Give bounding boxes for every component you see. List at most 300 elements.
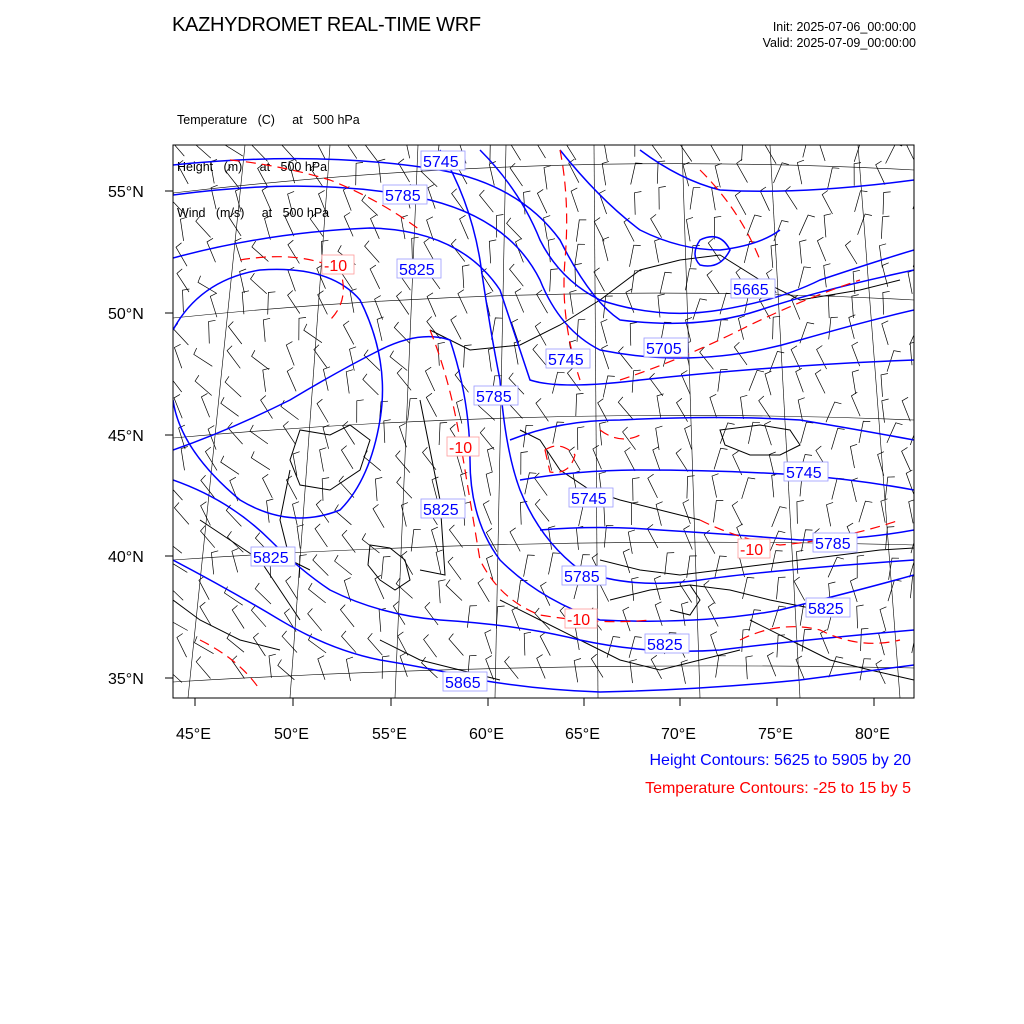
wind-barb: [285, 212, 294, 236]
wind-barb: [714, 216, 721, 239]
wind-barb: [315, 136, 325, 160]
wind-barb: [857, 555, 864, 578]
wind-barb: [382, 656, 389, 679]
wind-barb: [342, 530, 355, 553]
wind-barb: [714, 501, 724, 523]
lat-label: 35°N: [108, 671, 144, 688]
wind-barb: [205, 447, 217, 470]
wind-barb: [715, 163, 722, 187]
wind-barb: [717, 320, 728, 342]
wind-barb: [195, 375, 212, 395]
wind-barb: [181, 447, 188, 471]
height-label: 5785: [564, 569, 600, 586]
lat-label: 45°N: [108, 428, 144, 445]
wind-barb: [774, 163, 789, 183]
wind-barb: [815, 370, 825, 394]
wind-barb: [458, 290, 467, 314]
wind-barb: [507, 218, 522, 239]
wind-barb: [320, 448, 327, 472]
wind-barb: [711, 632, 718, 656]
wind-barb: [855, 191, 868, 212]
wind-barb: [574, 659, 581, 683]
wind-barb: [169, 613, 188, 630]
height-label: 5825: [399, 262, 435, 279]
wind-barb: [485, 630, 492, 654]
init-time: Init: 2025-07-06_00:00:00: [772, 20, 916, 34]
wind-barb: [288, 191, 295, 215]
wind-barb: [850, 444, 857, 468]
height-label: 5825: [647, 637, 683, 654]
lon-label: 60°E: [469, 726, 504, 743]
wind-barb: [774, 221, 789, 242]
wind-barb: [883, 192, 891, 215]
wind-barb: [594, 268, 605, 292]
temperature-label: -10: [567, 612, 591, 629]
wind-barb: [478, 579, 489, 602]
wind-barb: [487, 556, 493, 580]
lon-label: 75°E: [758, 726, 793, 743]
wind-barb: [515, 289, 524, 313]
wind-barb: [436, 550, 443, 574]
wind-barb: [631, 163, 643, 185]
wind-barb: [913, 246, 926, 267]
wind-barb: [314, 345, 327, 368]
wind-barb: [693, 299, 707, 320]
wind-barb: [649, 136, 662, 159]
wind-barb: [683, 500, 691, 524]
wind-barb: [716, 656, 726, 678]
wind-barb: [373, 504, 384, 527]
wind-barb: [460, 215, 469, 239]
height-label: 5745: [423, 154, 459, 171]
wind-barb: [209, 320, 216, 343]
wind-barb: [323, 425, 329, 449]
height-label: 5825: [423, 502, 459, 519]
wind-barb: [317, 399, 328, 422]
wind-barb: [350, 347, 357, 371]
wind-barb: [255, 583, 271, 604]
wind-barb: [232, 605, 244, 628]
wind-barb: [647, 524, 658, 548]
wind-barb: [174, 394, 182, 418]
wind-barb: [486, 472, 493, 496]
wind-barb: [467, 606, 477, 628]
wind-barb: [594, 218, 604, 242]
wind-barb: [221, 456, 239, 475]
lon-label: 45°E: [176, 726, 211, 743]
wind-barb: [288, 240, 300, 263]
wind-barb: [915, 170, 931, 190]
wind-barb: [828, 557, 844, 577]
wind-barb: [463, 265, 470, 288]
valid-time: Valid: 2025-07-09_00:00:00: [762, 36, 916, 50]
wind-barb: [340, 605, 354, 627]
wind-barb: [655, 239, 662, 263]
wind-barb: [567, 368, 580, 391]
wind-barb: [229, 213, 241, 236]
wind-barb: [364, 350, 380, 371]
wind-barb: [676, 449, 688, 472]
wind-barb: [365, 140, 378, 163]
wind-barb: [224, 138, 243, 156]
wind-barb: [602, 345, 609, 369]
wind-barb: [902, 447, 911, 471]
wind-barb: [796, 656, 805, 680]
wind-barb: [210, 160, 217, 184]
wind-barb: [168, 370, 181, 392]
wind-barb: [286, 342, 294, 366]
wind-barb: [308, 609, 322, 631]
wind-barb: [550, 269, 558, 292]
lon-label: 55°E: [372, 726, 407, 743]
wind-barb: [168, 478, 183, 500]
wind-barb: [196, 657, 210, 679]
lon-label: 80°E: [855, 726, 890, 743]
wind-barb: [765, 421, 772, 445]
wind-barb: [412, 237, 419, 260]
wind-barb: [299, 317, 306, 340]
wind-barb: [492, 318, 503, 340]
wind-barb: [439, 580, 446, 603]
wind-barb: [886, 144, 903, 164]
wind-barb: [174, 344, 181, 368]
wind-barb: [390, 351, 407, 371]
wind-barb: [777, 635, 785, 658]
wind-barb: [397, 292, 409, 315]
wind-barb: [769, 452, 776, 476]
wind-barb: [195, 636, 214, 654]
wind-barb: [235, 238, 242, 262]
wind-barb: [396, 451, 410, 473]
wind-barb: [767, 652, 775, 676]
wind-barb: [382, 557, 391, 579]
wind-barb: [824, 214, 831, 238]
wind-barb: [448, 557, 461, 580]
wind-barb: [623, 607, 630, 631]
wind-barb: [251, 273, 267, 294]
wind-barb: [777, 577, 786, 599]
wind-barb: [797, 501, 804, 524]
wind-barb: [708, 603, 718, 627]
wind-barb: [915, 660, 922, 683]
wind-barb: [232, 548, 238, 572]
wind-barb: [346, 657, 353, 681]
wind-barb: [801, 422, 814, 443]
height-label: 5865: [445, 675, 481, 692]
wind-barb: [679, 139, 692, 162]
wind-barb: [487, 448, 494, 472]
wind-barb: [657, 394, 664, 418]
wind-barb: [451, 316, 461, 340]
lon-label: 65°E: [565, 726, 600, 743]
wind-barb: [882, 321, 888, 345]
wind-barb: [449, 634, 464, 656]
wind-barb: [263, 368, 270, 392]
height-label: 5785: [385, 188, 421, 205]
wind-barb: [852, 295, 859, 318]
wind-barb: [263, 474, 273, 498]
wind-barb: [709, 138, 720, 161]
wind-barb: [770, 531, 785, 551]
wind-barb: [598, 399, 608, 423]
wind-barb: [857, 605, 864, 628]
wind-barb: [521, 452, 528, 475]
wind-barb: [363, 374, 379, 395]
wind-barb: [656, 502, 663, 526]
height-contour-legend: Height Contours: 5625 to 5905 by 20: [649, 752, 911, 769]
temperature-label: -10: [740, 542, 764, 559]
wind-barb: [525, 473, 537, 495]
wind-barb: [288, 291, 300, 314]
wind-barb: [797, 160, 804, 184]
wind-barb: [824, 264, 831, 288]
wind-barb: [799, 215, 815, 235]
wind-barb: [368, 633, 383, 655]
wind-barb: [535, 322, 546, 345]
wind-barb: [685, 269, 696, 291]
wind-barb: [651, 214, 662, 237]
height-label: 5785: [476, 389, 512, 406]
wind-barb: [737, 159, 748, 183]
wind-barb: [653, 447, 660, 471]
wind-barb: [377, 317, 384, 341]
wind-barb: [881, 216, 889, 239]
wind-barb: [379, 608, 386, 632]
wind-barb: [370, 265, 380, 289]
wind-barb: [268, 292, 276, 315]
wind-barb: [226, 167, 240, 189]
wind-barb: [772, 507, 787, 527]
wind-barb: [633, 478, 640, 501]
wind-barb: [537, 189, 547, 213]
wind-barb: [221, 397, 239, 416]
wind-barb: [533, 344, 547, 366]
height-label: 5745: [786, 465, 822, 482]
wind-barb: [771, 244, 778, 267]
wind-barb: [623, 427, 636, 450]
latitude-labels: [108, 184, 144, 688]
wind-barb: [319, 190, 327, 214]
wind-barb: [916, 602, 923, 625]
temperature-contour-legend: Temperature Contours: -25 to 15 by 5: [645, 780, 911, 797]
wind-barb: [796, 368, 804, 392]
wind-barb: [356, 162, 363, 185]
wind-barb: [196, 216, 211, 238]
wind-barb: [887, 423, 903, 443]
wind-barb: [405, 134, 412, 158]
wind-barb: [537, 655, 546, 679]
wind-barb: [771, 551, 783, 573]
wind-barb: [371, 215, 380, 239]
wind-barb: [524, 555, 535, 577]
wind-barb: [629, 637, 642, 658]
wind-barb: [480, 428, 494, 450]
wind-barb: [446, 580, 462, 601]
longitude-labels: [176, 726, 890, 743]
wind-barb: [510, 264, 524, 286]
wind-barb: [651, 655, 661, 679]
wind-barb: [880, 607, 886, 631]
wind-barb: [505, 656, 519, 678]
wind-barb: [630, 322, 637, 345]
wind-barb: [665, 553, 674, 575]
wind-barb: [252, 140, 267, 161]
wind-barb: [746, 656, 753, 679]
wind-barb: [232, 656, 245, 679]
wind-barb: [601, 319, 607, 343]
wind-barb: [794, 577, 805, 601]
wind-barb: [265, 216, 272, 240]
wind-barb: [408, 399, 418, 421]
wind-barb: [654, 576, 660, 600]
wind-barb: [818, 137, 825, 161]
wind-barb: [854, 141, 868, 162]
wind-barb: [167, 579, 183, 600]
wind-barb: [293, 502, 300, 526]
wind-barb: [365, 241, 380, 263]
wind-barb: [424, 238, 435, 262]
wind-barb: [630, 245, 641, 267]
wind-barb: [686, 217, 693, 241]
wind-barb: [765, 371, 771, 395]
wind-barb: [194, 348, 213, 366]
wind-barb: [177, 634, 187, 658]
wind-barb: [207, 238, 216, 262]
wind-barb: [549, 553, 560, 575]
wind-barb: [759, 396, 771, 419]
height-label: 5825: [253, 550, 289, 567]
wind-barb: [773, 316, 781, 339]
lat-label: 40°N: [108, 549, 144, 566]
wind-barb: [690, 188, 700, 210]
wind-barb: [735, 191, 746, 215]
wind-barb: [575, 264, 582, 287]
wind-barb: [544, 166, 551, 190]
wind-barb: [343, 187, 351, 211]
wind-barb: [449, 525, 462, 548]
wind-barb: [283, 421, 295, 444]
wind-barb: [293, 452, 300, 476]
wind-barb: [174, 503, 189, 525]
lat-label: 55°N: [108, 184, 144, 201]
wind-barb: [604, 525, 613, 547]
wind-barb: [304, 324, 322, 343]
wind-barb: [625, 447, 635, 471]
wind-barb: [425, 367, 434, 391]
wind-barb: [170, 193, 185, 215]
wind-barb: [518, 581, 528, 603]
wind-barb: [707, 271, 719, 294]
map-title: KAZHYDROMET REAL-TIME WRF: [172, 14, 481, 36]
height-label: 5705: [646, 341, 682, 358]
wind-barb: [659, 186, 666, 209]
wind-barb: [297, 525, 304, 549]
wind-barb: [604, 137, 611, 161]
wind-barb: [623, 549, 630, 573]
wind-barb: [822, 191, 832, 215]
wind-barb: [316, 500, 329, 523]
height-label: 5745: [548, 352, 584, 369]
wind-barb: [632, 577, 639, 601]
wind-barb: [845, 241, 857, 264]
wind-barb: [829, 317, 838, 339]
wind-barb: [684, 526, 693, 550]
wind-barb: [911, 532, 924, 553]
wind-barb: [315, 524, 327, 547]
wind-barb: [655, 602, 662, 626]
wind-barb: [656, 426, 663, 450]
wind-barb: [878, 452, 884, 476]
wind-barb: [683, 162, 690, 186]
wind-barb: [569, 447, 580, 470]
wind-barb: [912, 632, 923, 654]
wind-barb: [859, 501, 872, 522]
wind-barb: [913, 188, 926, 209]
wind-barb: [227, 531, 243, 552]
temperature-label: -10: [324, 258, 348, 275]
wind-barb: [821, 630, 829, 654]
wind-barb: [536, 398, 549, 421]
wind-barb: [452, 189, 465, 212]
wind-barb: [852, 370, 859, 394]
wind-barb: [402, 551, 413, 574]
field-wind: Wind (m/s) at 500 hPa: [177, 206, 330, 220]
wind-barb: [228, 322, 241, 345]
wind-barb: [576, 526, 583, 550]
wind-barb: [341, 446, 353, 469]
height-label: 5785: [815, 536, 851, 553]
wind-barb: [910, 576, 919, 598]
wind-barb: [180, 217, 187, 241]
wind-barb: [194, 138, 211, 158]
wind-barb: [883, 291, 890, 314]
wind-barb: [800, 240, 807, 264]
wind-barb: [252, 241, 269, 261]
wind-barb: [313, 554, 329, 575]
wind-barb: [603, 376, 615, 398]
wind-barb: [619, 347, 633, 369]
lat-label: 50°N: [108, 306, 144, 323]
wind-barb: [427, 317, 441, 339]
wind-barb: [250, 425, 268, 444]
wind-barb: [261, 396, 273, 419]
wind-barb: [362, 533, 379, 553]
wind-barb: [540, 632, 550, 656]
height-label: 5665: [733, 282, 769, 299]
wind-barb: [886, 527, 895, 549]
wind-barb: [343, 321, 353, 345]
wind-barb: [861, 628, 869, 651]
wind-barb: [632, 271, 642, 293]
wind-barb: [917, 218, 934, 237]
wind-barb: [591, 654, 603, 677]
wind-barb: [576, 220, 586, 242]
wind-barb: [704, 581, 716, 604]
wind-barb: [258, 164, 269, 188]
wind-barb: [424, 635, 437, 658]
wind-barb: [227, 346, 240, 369]
wind-barb: [797, 550, 804, 573]
wind-barb: [772, 474, 779, 498]
wind-barb: [577, 427, 584, 450]
wind-barb: [483, 501, 491, 525]
wind-barb: [401, 215, 408, 239]
wind-barb: [648, 474, 658, 498]
wind-barb: [826, 402, 841, 422]
wind-barb: [602, 161, 609, 185]
wind-barb: [712, 474, 719, 498]
wind-barb: [851, 392, 860, 416]
